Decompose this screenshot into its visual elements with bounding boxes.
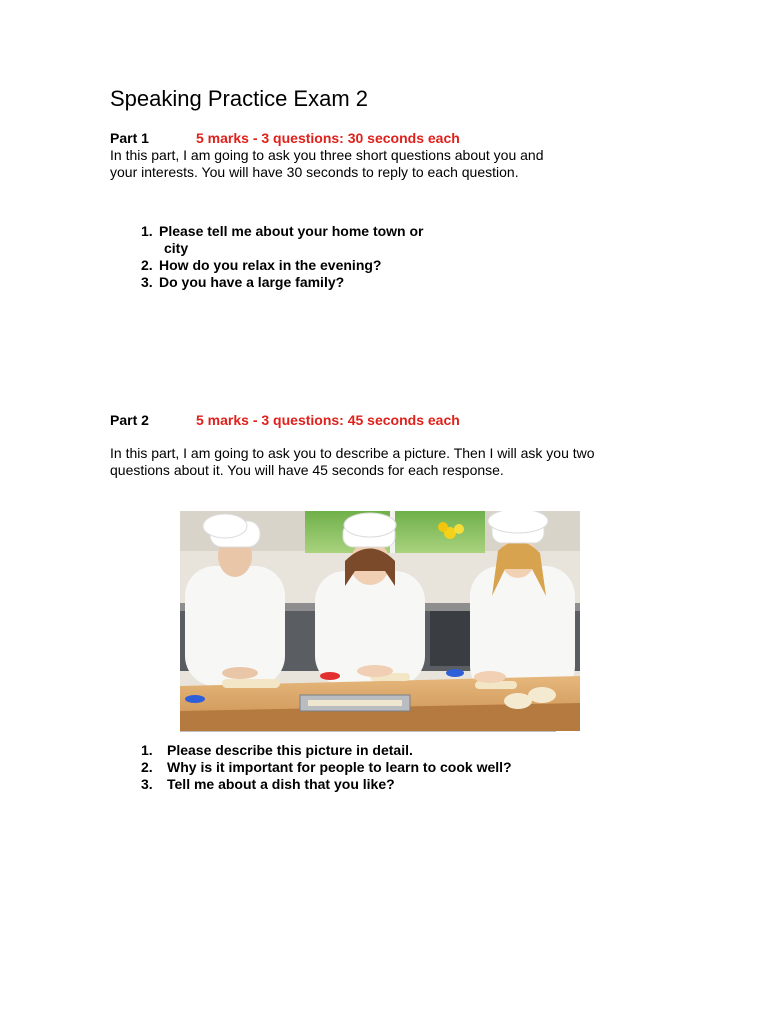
list-item	[141, 274, 481, 291]
question-number: 3.	[141, 776, 153, 792]
part1-marks: 5 marks - 3 questions: 30 seconds each	[196, 130, 460, 146]
question-text: Tell me about a dish that you like?	[167, 776, 395, 792]
part2-label: Part 2	[110, 412, 149, 428]
chefs-photo	[180, 511, 580, 731]
question-text: Do you have a large family?	[159, 274, 345, 290]
question-text: Why is it important for people to learn to cook well?	[167, 759, 512, 775]
question-text: Please tell me about your home town or	[159, 223, 424, 239]
list-item	[141, 742, 581, 759]
part2-intro-line1: In this part, I am going to ask you to describe a picture. Then I will ask you two	[110, 445, 595, 461]
part1-intro	[110, 147, 626, 181]
part2-intro-line2: questions about it. You will have 45 seconds for each response.	[110, 462, 504, 478]
list-item	[141, 223, 481, 240]
list-item	[141, 759, 581, 776]
part1-intro-line1: In this part, I am going to ask you three short questions about you and	[110, 147, 544, 163]
part2-questions	[141, 742, 581, 793]
part2-marks: 5 marks - 3 questions: 45 seconds each	[196, 412, 460, 428]
question-number: 3.	[141, 274, 153, 290]
part1-label: Part 1	[110, 130, 149, 146]
question-number: 1.	[141, 223, 153, 239]
part1-intro-line2: your interests. You will have 30 seconds to reply to each question.	[110, 164, 519, 180]
list-item	[141, 776, 581, 793]
list-item	[141, 240, 481, 257]
page-title: Speaking Practice Exam 2	[110, 86, 369, 111]
question-text: How do you relax in the evening?	[159, 257, 382, 273]
list-item	[141, 257, 481, 274]
question-text-continued: city	[164, 240, 189, 256]
question-number: 1.	[141, 742, 153, 758]
question-number: 2.	[141, 257, 153, 273]
part1-questions	[141, 223, 481, 291]
question-text: Please describe this picture in detail.	[167, 742, 413, 758]
photo-divider	[180, 731, 556, 732]
question-number: 2.	[141, 759, 153, 775]
part2-intro	[110, 445, 670, 479]
